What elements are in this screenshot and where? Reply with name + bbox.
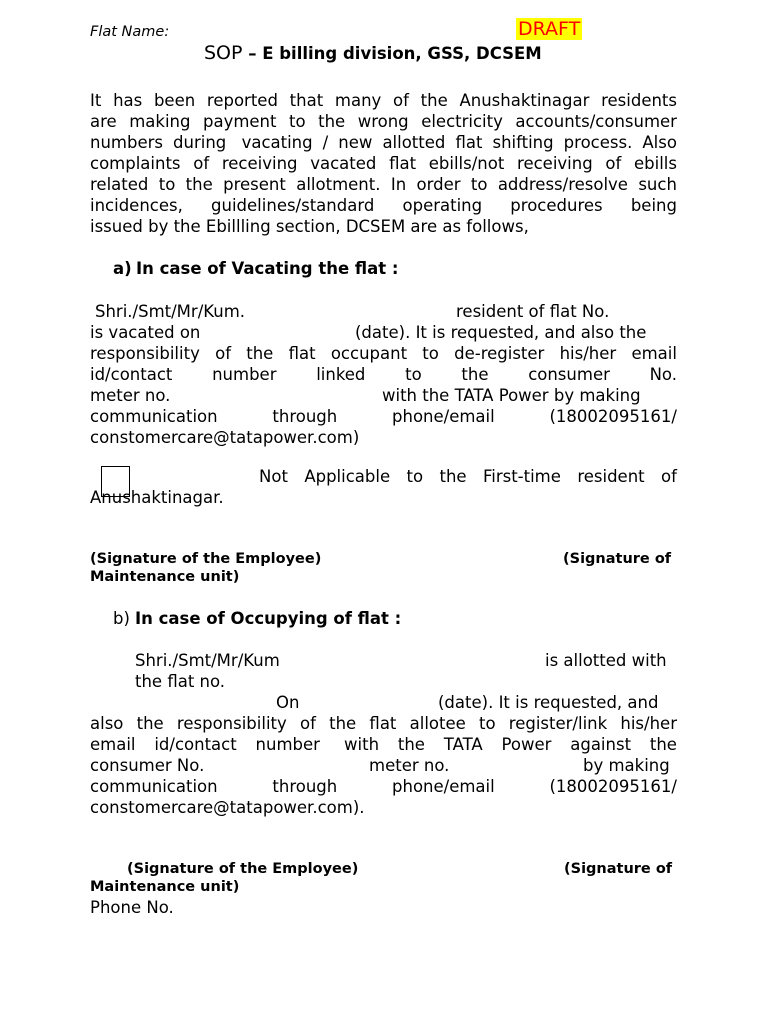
word: through <box>272 407 338 426</box>
flat-no-text: the flat no. <box>135 672 226 691</box>
word: operating <box>402 196 483 215</box>
word: ebills/not <box>428 154 505 173</box>
communication-line <box>90 406 677 427</box>
word: linked <box>316 365 366 384</box>
name-field-label: Shri./Smt/Mr/Kum. <box>95 302 246 321</box>
word: In <box>390 175 407 194</box>
flat-no-label: resident of flat No. <box>456 302 610 321</box>
word: receiving <box>517 154 593 173</box>
signature-of-a: (Signature of <box>563 551 672 567</box>
date-request-text: (date). It is requested, and also the <box>355 323 647 342</box>
word: flat <box>369 714 397 733</box>
word: reported <box>206 91 278 110</box>
word: to <box>479 714 496 733</box>
intro-line <box>90 153 677 174</box>
word: Not <box>259 467 288 486</box>
word: been <box>153 91 196 110</box>
word: making <box>129 112 191 131</box>
word: during <box>173 133 227 152</box>
email-address: constomercare@tatapower.com) <box>90 428 360 447</box>
word: to <box>158 175 176 194</box>
word: It <box>90 91 102 110</box>
signature-maintenance-a: Maintenance unit) <box>90 569 240 585</box>
allottee-name-label: Shri./Smt/Mr/Kum <box>135 651 280 670</box>
word: has <box>113 91 143 110</box>
signature-employee-b: (Signature of the Employee) <box>127 861 359 877</box>
word: email <box>631 344 677 363</box>
word: the <box>185 175 213 194</box>
word: consumer <box>528 365 610 384</box>
word: to <box>422 344 439 363</box>
word: id/contact <box>154 735 237 754</box>
word: with <box>338 735 380 754</box>
word: vacated <box>310 154 377 173</box>
word: Anushaktinagar <box>459 91 590 110</box>
vacated-on-label: is vacated on <box>90 323 201 342</box>
not-applicable-continued: Anushaktinagar. <box>90 488 224 507</box>
signature-maintenance-b: Maintenance unit) <box>90 879 240 895</box>
word: allotment. <box>296 175 381 194</box>
word: TATA <box>443 735 483 754</box>
word: flat <box>455 133 483 152</box>
word: being <box>630 196 677 215</box>
word: the <box>439 467 467 486</box>
word: many <box>334 91 382 110</box>
communication-line-b <box>90 776 677 797</box>
word: also <box>90 714 124 733</box>
word: resident <box>577 467 645 486</box>
word: through <box>272 777 338 796</box>
word: communication <box>90 407 218 426</box>
word: First-time <box>482 467 561 486</box>
section-b-marker: b) <box>113 609 130 628</box>
word: to <box>405 365 422 384</box>
word: to <box>470 175 488 194</box>
intro-line: issued by the Ebillling section, DCSEM are as follows, <box>90 217 529 236</box>
signature-employee-a: (Signature of the Employee) <box>90 551 322 567</box>
word: shifting <box>492 133 554 152</box>
word: phone/email <box>392 407 495 426</box>
word: numbers <box>90 133 163 152</box>
word: such <box>638 175 677 194</box>
word: new <box>338 133 373 152</box>
section-a-marker: a) <box>113 259 132 278</box>
word: Also <box>642 133 677 152</box>
allotted-with-text: is allotted with <box>545 651 667 670</box>
word: Applicable <box>304 467 391 486</box>
contact-line <box>90 364 677 385</box>
word: flat <box>389 154 417 173</box>
word: responsibility <box>176 714 287 733</box>
word: receiving <box>221 154 298 173</box>
responsibility-line-b <box>90 713 677 734</box>
word: that <box>289 91 324 110</box>
word: id/contact <box>90 365 173 384</box>
on-label: On <box>276 693 300 712</box>
word: residents <box>601 91 677 110</box>
word: his/her <box>559 344 617 363</box>
word: order <box>416 175 461 194</box>
contact-line-b <box>90 734 677 755</box>
word: of <box>661 467 677 486</box>
word: his/her <box>620 714 677 733</box>
word: de-register <box>454 344 545 363</box>
email-address-b: constomercare@tatapower.com). <box>90 798 365 817</box>
phone-no-label: Phone No. <box>90 898 174 917</box>
title-sop: SOP <box>204 42 243 64</box>
word: (18002095161/ <box>549 777 677 796</box>
date-request-text-b: (date). It is requested, and <box>438 693 659 712</box>
word: allotee <box>409 714 466 733</box>
by-making-text: by making <box>583 756 670 775</box>
word: procedures <box>510 196 603 215</box>
word: accounts/consumer <box>515 112 677 131</box>
word: related <box>90 175 149 194</box>
word: payment <box>202 112 277 131</box>
word: communication <box>90 777 218 796</box>
consumer-no-label: consumer No. <box>90 756 205 775</box>
flat-name-label: Flat Name: <box>90 24 170 40</box>
meter-no-label: meter no. <box>90 386 171 405</box>
word: Power <box>501 735 552 754</box>
word: the <box>246 344 274 363</box>
word: electricity <box>421 112 503 131</box>
responsibility-line <box>90 343 677 364</box>
intro-line <box>90 195 677 216</box>
word: responsibility <box>90 344 200 363</box>
word: are <box>90 112 117 131</box>
title-rest: – E billing division, GSS, DCSEM <box>242 44 542 63</box>
word: phone/email <box>392 777 495 796</box>
word: vacating <box>236 133 313 152</box>
word: wrong <box>357 112 409 131</box>
intro-line <box>90 90 677 111</box>
word: complaints <box>90 154 181 173</box>
intro-line <box>90 174 677 195</box>
word: flat <box>288 344 316 363</box>
signature-of-b: (Signature of <box>564 861 673 877</box>
word: email <box>90 735 136 754</box>
tata-power-text: with the TATA Power by making <box>382 386 641 405</box>
word: of <box>193 154 210 173</box>
word: of <box>299 714 316 733</box>
word: incidences, <box>90 196 183 215</box>
word: the <box>420 91 448 110</box>
word: register/link <box>508 714 608 733</box>
word: process. <box>563 133 633 152</box>
word: the <box>397 735 425 754</box>
word: allotted <box>382 133 446 152</box>
draft-stamp: DRAFT <box>518 18 581 40</box>
intro-line <box>90 111 677 132</box>
word: guidelines/standard <box>211 196 375 215</box>
word: No. <box>649 365 677 384</box>
word: of <box>393 91 409 110</box>
section-b-heading: In case of Occupying of flat : <box>135 609 402 628</box>
word: occupant <box>330 344 408 363</box>
word: the <box>329 714 357 733</box>
word: number <box>212 365 277 384</box>
document-title <box>204 42 542 64</box>
word: to <box>406 467 424 486</box>
word: address/resolve <box>497 175 628 194</box>
word: of <box>215 344 231 363</box>
word: ebills <box>634 154 677 173</box>
meter-no-label-b: meter no. <box>369 756 450 775</box>
intro-line <box>90 132 677 153</box>
word: the <box>318 112 346 131</box>
word: number <box>255 735 320 754</box>
section-a-heading: In case of Vacating the flat : <box>136 259 399 278</box>
word: to <box>289 112 306 131</box>
word: against <box>570 735 632 754</box>
word: the <box>461 365 489 384</box>
word: (18002095161/ <box>549 407 677 426</box>
not-applicable-line <box>259 466 677 487</box>
word: of <box>605 154 622 173</box>
word: the <box>649 735 677 754</box>
word: present <box>223 175 286 194</box>
word: / <box>322 133 329 152</box>
word: the <box>136 714 164 733</box>
